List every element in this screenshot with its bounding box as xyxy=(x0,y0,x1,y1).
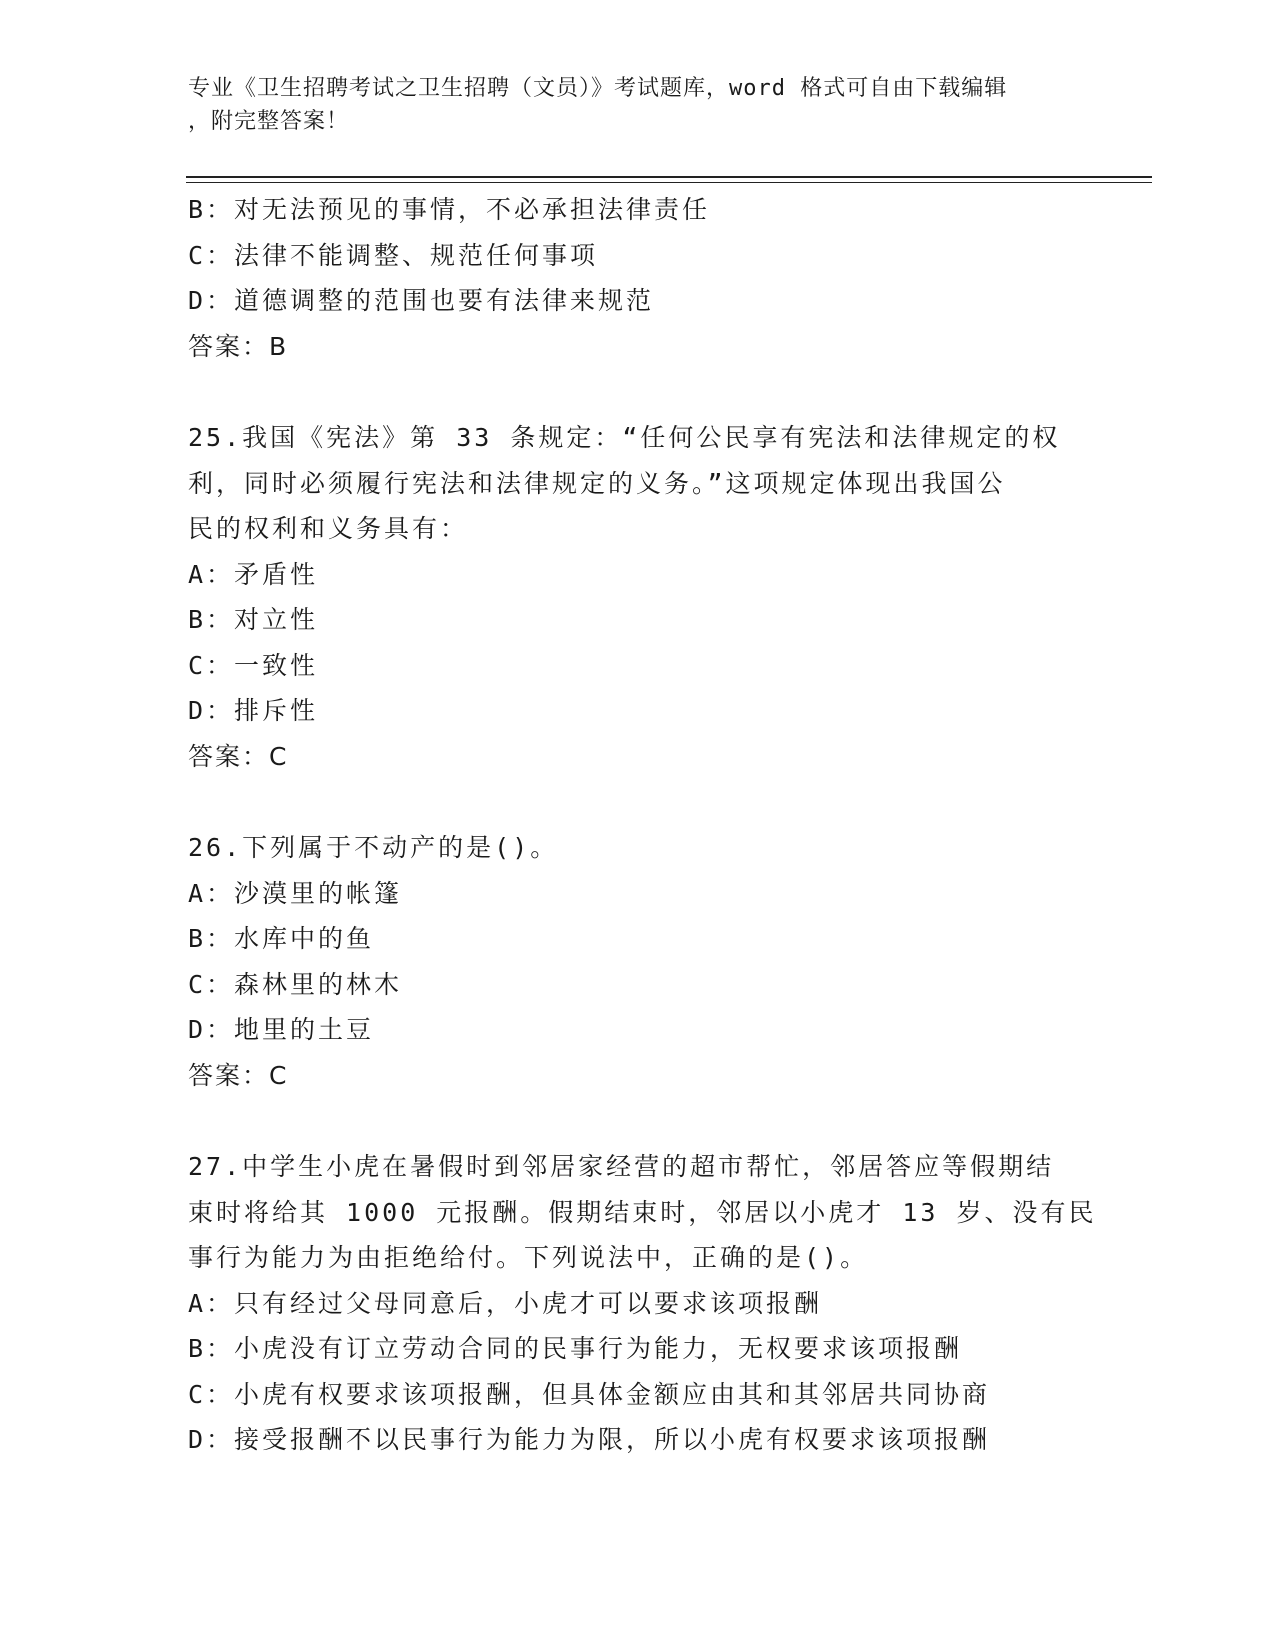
option-a: A：只有经过父母同意后，小虎才可以要求该项报酬 xyxy=(188,1288,823,1318)
question-stem: 束时将给其 1000 元报酬。假期结束时，邻居以小虎才 13 岁、没有民 xyxy=(188,1197,1097,1227)
option-c: C：一致性 xyxy=(188,650,319,680)
option-a: A：矛盾性 xyxy=(188,559,319,589)
header-line-2: ，附完整答案！ xyxy=(188,109,350,134)
spacer xyxy=(188,779,1088,825)
option-d: D：道德调整的范围也要有法律来规范 xyxy=(188,286,655,315)
question-24 xyxy=(188,187,1088,369)
question-stem: 事行为能力为由拒绝给付。下列说法中，正确的是()。 xyxy=(188,1243,869,1272)
question-stem: 26.下列属于不动产的是()。 xyxy=(188,833,559,862)
option-a: A：沙漠里的帐篷 xyxy=(188,878,403,908)
option-d: D：排斥性 xyxy=(188,696,319,725)
header-line-1: 专业《卫生招聘考试之卫生招聘（文员）》考试题库，word 格式可自由下载编辑 xyxy=(188,76,1008,101)
option-b: B：对无法预见的事情，不必承担法律责任 xyxy=(188,195,711,224)
question-stem: 利，同时必须履行宪法和法律规定的义务。”这项规定体现出我国公 xyxy=(188,468,1006,498)
question-stem: 25.我国《宪法》第 33 条规定：“任何公民享有宪法和法律规定的权 xyxy=(188,423,1061,452)
answer: 答案：B xyxy=(188,331,289,361)
option-d: D：接受报酬不以民事行为能力为限，所以小虎有权要求该项报酬 xyxy=(188,1425,991,1454)
question-stem: 27.中学生小虎在暑假时到邻居家经营的超市帮忙，邻居答应等假期结 xyxy=(188,1152,1055,1181)
answer: 答案：C xyxy=(188,1060,289,1090)
question-list xyxy=(188,187,1097,1463)
option-c: C：森林里的林木 xyxy=(188,969,403,999)
question-27 xyxy=(188,1144,1097,1463)
option-c: C：小虎有权要求该项报酬，但具体金额应由其和其邻居共同协商 xyxy=(188,1379,991,1409)
spacer xyxy=(188,1098,1088,1144)
option-b: B：小虎没有订立劳动合同的民事行为能力，无权要求该项报酬 xyxy=(188,1334,963,1363)
page-header xyxy=(188,72,1068,138)
question-25 xyxy=(188,415,1088,779)
spacer xyxy=(188,369,1088,415)
header-rule-thick xyxy=(186,176,1152,178)
option-d: D：地里的土豆 xyxy=(188,1015,375,1044)
header-rule-thin xyxy=(186,182,1152,183)
option-b: B：水库中的鱼 xyxy=(188,924,375,953)
question-stem: 民的权利和义务具有： xyxy=(188,514,469,543)
answer: 答案：C xyxy=(188,741,289,771)
option-c: C：法律不能调整、规范任何事项 xyxy=(188,240,599,270)
option-b: B：对立性 xyxy=(188,605,319,634)
question-26 xyxy=(188,825,1088,1098)
